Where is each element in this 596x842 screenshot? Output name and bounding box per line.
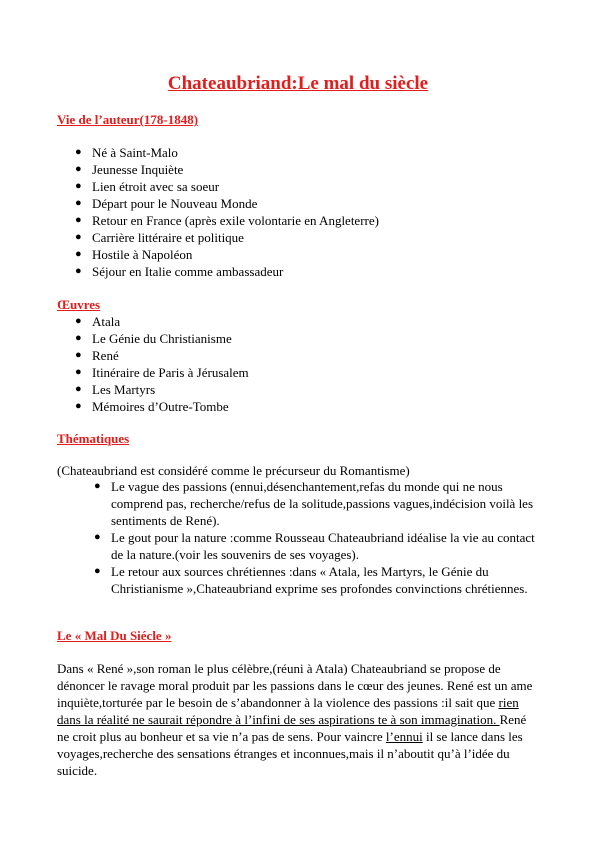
list-item: ● Les Martyrs: [75, 382, 156, 397]
list-item: ● Hostile à Napoléon: [75, 247, 193, 262]
underlined-phrase: rien dans la réalité ne saurait répondre à l’infini de ses aspirations te à son immagination.: [57, 695, 519, 727]
list-item: ● Itinéraire de Paris à Jérusalem: [75, 365, 249, 380]
list-item: ● Le retour aux sources chrétiennes :dans « Atala, les Martyrs, le Génie du Christianisme »,Chateaubriand exprime ses profondes convinctions chrétiennes.: [94, 564, 528, 596]
list-item: ● René: [75, 348, 119, 363]
bullet-icon: ●: [75, 163, 82, 175]
section-heading-vie: Vie de l’auteur(178-1848): [57, 112, 199, 127]
bullet-icon: ●: [75, 400, 82, 412]
list-item: ● Le gout pour la nature :comme Rousseau Chateaubriand idéalise la vie au contact de la nature.(voir les souvenirs de ses voyages).: [94, 530, 535, 562]
list-item: ● Lien étroit avec sa soeur: [75, 179, 220, 194]
section-heading-thematiques: Thématiques: [57, 431, 130, 446]
list-item: ● Départ pour le Nouveau Monde: [75, 196, 258, 211]
vie-list: [75, 144, 379, 280]
section-heading-oeuvres: Œuvres: [57, 297, 101, 312]
underlined-word: l’ennui: [385, 729, 423, 744]
bullet-icon: ●: [75, 366, 82, 378]
mal-du-siecle-paragraph: Dans « René »,son roman le plus célèbre,(réuni à Atala) Chateaubriand se propose de dénoncer le ravage moral produit par les passions dans le cœur des jeunes. René est un ame inquiète,torturée par le besoin de s’abandonner à la violence des passions :il sait que rien dans la réalité ne saurait répondre à l’infini de ses aspirations te à son immagination. René ne croit plus au bonheur et sa vie n’a pas de sens. Pour vaincre l’ennui il se lance dans les voyages,recherche des sensations étranges et inconnues,mais il n’aboutit qu’à l’idée du suicide.: [57, 661, 533, 778]
oeuvres-list: [75, 313, 249, 415]
list-item: ● Carrière littéraire et politique: [75, 230, 244, 245]
bullet-icon: ●: [75, 349, 82, 361]
list-item: ● Le vague des passions (ennui,désenchantement,refas du monde qui ne nous comprend pas, recherche/refus de la solitude,passions vagues,indécision voilà les sentiments de René).: [94, 479, 534, 528]
bullet-icon: ●: [75, 383, 82, 395]
bullet-icon: ●: [75, 332, 82, 344]
section-heading-mal-du-siecle: Le « Mal Du Siécle »: [57, 628, 172, 643]
bullet-icon: ●: [75, 315, 82, 327]
page-title: Chateaubriand:Le mal du siècle: [167, 73, 429, 94]
thematiques-intro: (Chateaubriand est considéré comme le précurseur du Romantisme): [57, 463, 410, 478]
bullet-icon: ●: [75, 180, 82, 192]
bullet-icon: ●: [75, 265, 82, 277]
bullet-icon: ●: [75, 248, 82, 260]
list-item: ● Séjour en Italie comme ambassadeur: [75, 264, 284, 279]
bullet-icon: ●: [75, 231, 82, 243]
bullet-icon: ●: [75, 214, 82, 226]
bullet-icon: ●: [94, 480, 101, 492]
bullet-icon: ●: [94, 531, 101, 543]
bullet-icon: ●: [75, 146, 82, 158]
list-item: ● Jeunesse Inquiète: [75, 162, 184, 177]
thematiques-list: [94, 478, 544, 597]
list-item: ● Retour en France (après exile volontarie en Angleterre): [75, 213, 379, 228]
list-item: ● Atala: [75, 314, 121, 329]
bullet-icon: ●: [75, 197, 82, 209]
bullet-icon: ●: [94, 565, 101, 577]
list-item: ● Mémoires d’Outre-Tombe: [75, 399, 229, 414]
list-item: ● Né à Saint-Malo: [75, 145, 178, 160]
list-item: ● Le Génie du Christianisme: [75, 331, 232, 346]
